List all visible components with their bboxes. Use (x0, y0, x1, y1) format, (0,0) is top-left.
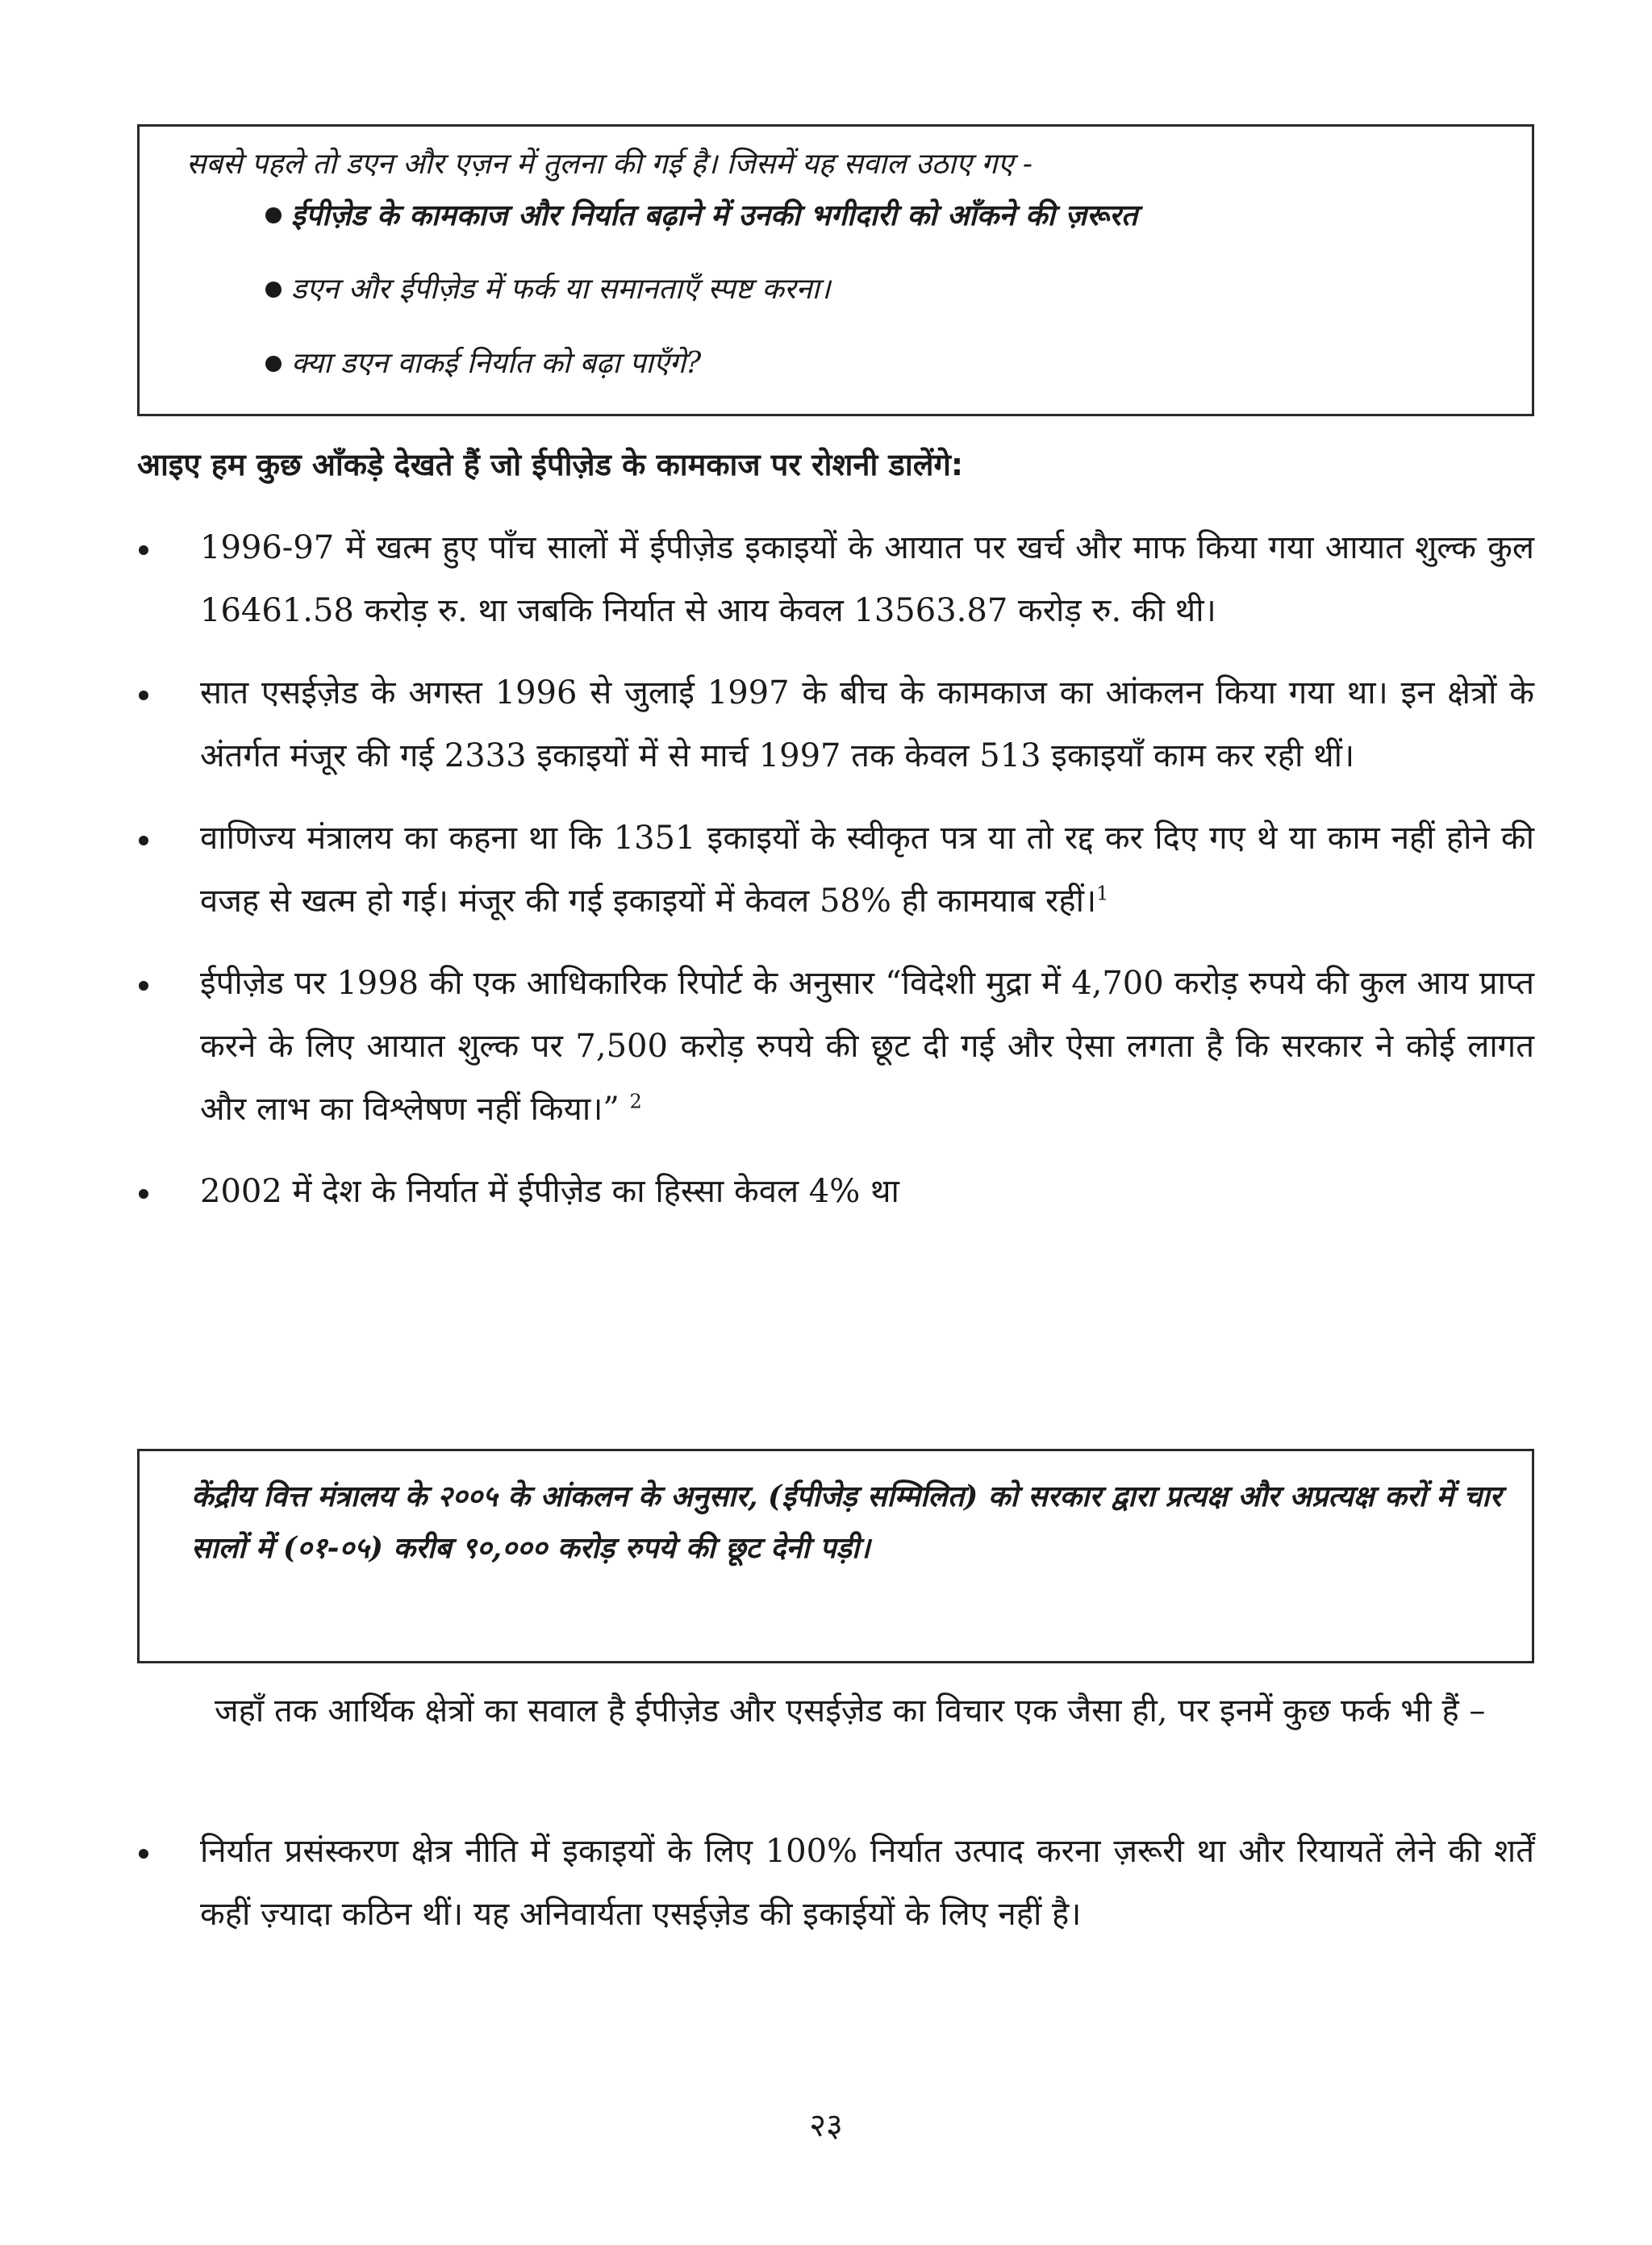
finance-ministry-text: केंद्रीय वित्त मंत्रालय के २००५ के आंकलन के अनुसार, (ईपीजेड़ सम्मिलित) को सरकार द्वारा प्रत्यक्ष और अप्रत्यक्ष करों में चार सालों में (०१-०५) करीब ९०,००० करोड़ रुपये की छूट देनी पड़ी। (191, 1479, 1502, 1565)
comparison-paragraph: जहाँ तक आर्थिक क्षेत्रों का सवाल है ईपीज़ेड और एसईज़ेड का विचार एक जैसा ही, पर इनमें कुछ फर्क भी हैं – (215, 1692, 1486, 1730)
question-text: डएन और ईपीज़ेड में फर्क या समानताएँ स्पष्ट करना। (291, 273, 831, 306)
bullet-icon (139, 1849, 148, 1859)
question-text: क्या डएन वाकई निर्यात को बढ़ा पाएँगे? (291, 347, 702, 380)
finance-ministry-box (137, 1449, 1534, 1663)
bullet-icon (139, 981, 148, 991)
fact-text: सात एसईज़ेड के अगस्त 1996 से जुलाई 1997 के बीच के कामकाज का आंकलन किया गया था। इन क्षेत्रों के अंतर्गत मंजूर की गई 2333 इकाइयों में से मार्च 1997 तक केवल 513 इकाइयाँ काम कर रही थीं। (200, 674, 1534, 774)
difference-item (137, 1820, 1534, 1946)
fact-item (137, 516, 1534, 642)
page-number: २३ (809, 2107, 843, 2144)
question-item (186, 196, 1500, 235)
difference-text: निर्यात प्रसंस्करण क्षेत्र नीति में इकाइयों के लिए 100% निर्यात उत्पाद करना ज़रूरी था और रियायतें लेने की शर्तें कहीं ज़्यादा कठिन थीं। यह अनिवार्यता एसईज़ेड की इकाईयों के लिए नहीं है। (200, 1833, 1534, 1933)
footnote-marker: 1 (1096, 882, 1109, 905)
fact-item (137, 1160, 1534, 1223)
bullet-icon (265, 282, 282, 298)
fact-text: ईपीज़ेड पर 1998 की एक आधिकारिक रिपोर्ट के अनुसार “विदेशी मुद्रा में 4,700 करोड़ रुपये की कुल आय प्राप्त करने के लिए आयात शुल्क पर 7,500 करोड़ रुपये की छूट दी गई और ऐसा लगता है कि सरकार ने कोई लागत और लाभ का विश्लेषण नहीं किया।” (200, 965, 1534, 1128)
question-text: ईपीज़ेड के कामकाज और निर्यात बढ़ाने में उनकी भगीदारी को आँकने की ज़रूरत (291, 198, 1138, 232)
question-item (186, 270, 1500, 309)
fact-text: 1996-97 में खत्म हुए पाँच सालों में ईपीज़ेड इकाइयों के आयात पर खर्च और माफ किया गया आयात शुल्क कुल 16461.58 करोड़ रु. था जबकि निर्यात से आय केवल 13563.87 करोड़ रु. की थी। (200, 529, 1534, 629)
bullet-icon (139, 1189, 148, 1199)
bullet-icon (265, 356, 282, 372)
fact-text: 2002 में देश के निर्यात में ईपीज़ेड का हिस्सा केवल 4% था (200, 1173, 899, 1210)
question-list (186, 196, 1500, 383)
comparison-questions-box (137, 124, 1534, 416)
question-item (186, 344, 1500, 383)
section-heading: आइए हम कुछ आँकड़े देखते हैं जो ईपीज़ेड के कामकाज पर रोशनी डालेंगे: (137, 447, 964, 482)
footnote-marker: 2 (629, 1090, 642, 1113)
bullet-icon (139, 836, 148, 845)
bullet-icon (265, 207, 282, 223)
differences-list (137, 1820, 1534, 1965)
fact-item (137, 952, 1534, 1141)
fact-item (137, 807, 1534, 933)
bullet-icon (139, 545, 148, 555)
box-intro-text: सबसे पहले तो डएन और एज़न में तुलना की गई है। जिसमें यह सवाल उठाए गए - (186, 148, 1033, 181)
bullet-icon (139, 691, 148, 700)
facts-list (137, 516, 1534, 1242)
fact-text: वाणिज्य मंत्रालय का कहना था कि 1351 इकाइयों के स्वीकृत पत्र या तो रद्द कर दिए गए थे या काम नहीं होने की वजह से खत्म हो गई। मंजूर की गई इकाइयों में केवल 58% ही कामयाब रहीं। (200, 820, 1534, 920)
fact-item (137, 661, 1534, 787)
